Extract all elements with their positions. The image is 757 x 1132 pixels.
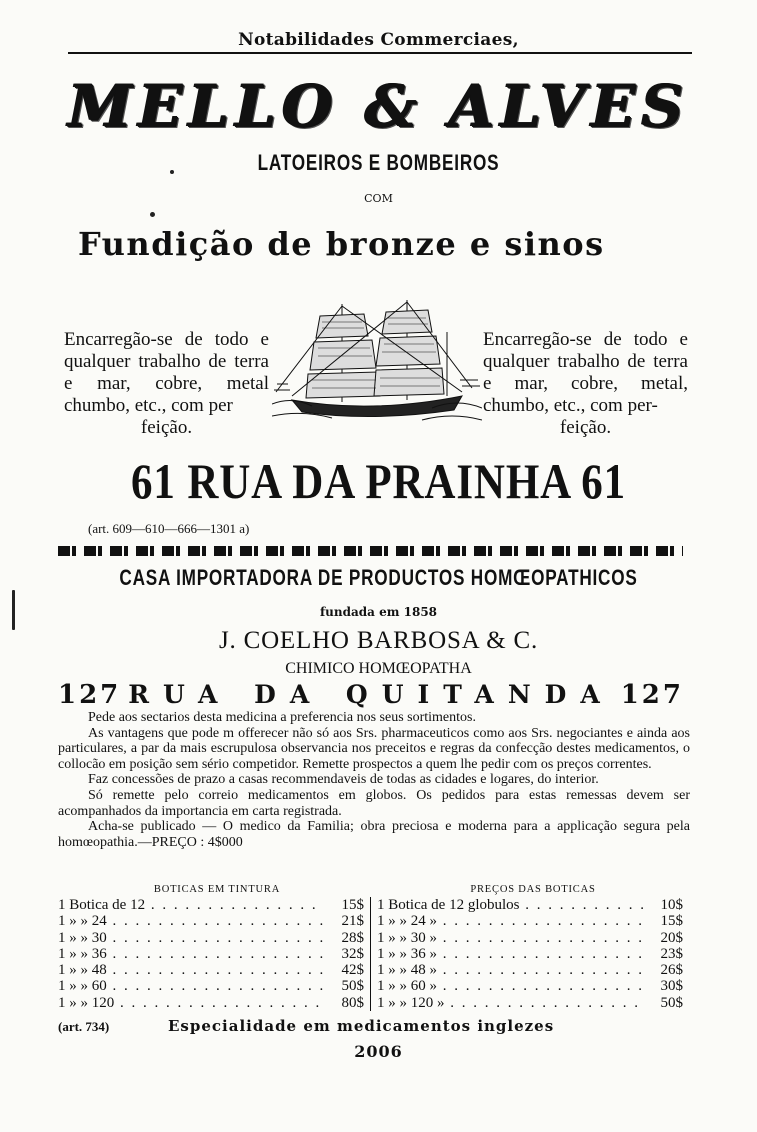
left-text-last: feição.: [140, 417, 193, 438]
item-desc: 1 » » 60 » . . .: [377, 978, 643, 994]
casa-art-reference: (art. 734): [58, 1019, 110, 1034]
address-street: RUA DA QUITANDA: [128, 680, 614, 709]
list-item: [377, 930, 689, 946]
mello-right-text: [483, 329, 688, 439]
list-item: [377, 962, 689, 978]
list-item: [377, 978, 689, 994]
mello-address: 61 RUA DA PRAINHA 61: [130, 453, 627, 509]
ink-speck: [150, 212, 155, 217]
item-desc: 1 » » 24 . . .: [58, 913, 324, 929]
right-text-body: Encarregão-se de todo e qualquer trabalho de terra e mar, cobre, metal, chumbo, etc., com per-: [483, 329, 688, 416]
list-item: [58, 913, 370, 929]
list-item: [58, 962, 370, 978]
item-price: 21$: [341, 913, 364, 930]
item-price: 20$: [660, 929, 683, 946]
especialidade: Especialidade em medicamentos inglezes: [168, 1017, 555, 1035]
item-price: 50$: [341, 978, 364, 995]
list-item: [58, 995, 370, 1011]
item-desc: 1 » » 120 . . .: [58, 995, 324, 1011]
item-desc: 1 » » 60 . . .: [58, 978, 324, 994]
ink-speck: [12, 590, 15, 630]
item-desc: 1 Botica de 12 globulos . . .: [377, 897, 643, 913]
item-price: 28$: [341, 929, 364, 946]
mello-fundicao: Fundição de bronze e sinos: [78, 225, 605, 263]
item-price: 80$: [341, 994, 364, 1011]
mello-com: COM: [364, 192, 393, 205]
item-price: 32$: [341, 945, 364, 962]
item-price: 10$: [660, 897, 683, 913]
list-item: [377, 897, 689, 913]
precos-list: [370, 897, 689, 1011]
casa-chimico: CHIMICO HOMŒOPATHA: [285, 660, 472, 677]
item-desc: 1 » » 36 . . .: [58, 946, 324, 962]
item-desc: 1 » » 48 . . .: [58, 962, 324, 978]
item-desc: 1 » » 48 » . . .: [377, 962, 643, 978]
paragraph: As vantagens que pode m offerecer não só aos Srs. pharmaceuticos como aos Srs. negociantes e ainda aos particulares, a par da mais escrupulosa observancia nos preceitos e regras da confecção destes medicamentos, o collocão em posição sem sério competidor. Remette prospectos a quem lhe pedir com os preços correntes.: [58, 725, 690, 772]
address-number-left: 127: [58, 680, 122, 710]
casa-title: CASA IMPORTADORA DE PRODUCTOS HOMŒOPATHICOS: [119, 565, 638, 590]
casa-body-text: [58, 710, 690, 850]
list-item: [58, 978, 370, 994]
mello-art-reference: (art. 609—610—666—1301 a): [88, 521, 250, 536]
item-desc: 1 » » 120 » . . .: [377, 995, 643, 1011]
item-price: 50$: [660, 994, 683, 1011]
item-price: 42$: [341, 962, 364, 979]
tintura-heading: BOTICAS EM TINTURA: [153, 884, 281, 895]
left-text-body: Encarregão-se de todo e qualquer trabalho de terra e mar, cobre, metal chumbo, etc., com per: [64, 329, 269, 416]
list-item: [58, 946, 370, 962]
item-price: 26$: [660, 962, 683, 979]
paragraph: Só remette pelo correio medicamentos em globos. Os pedidos para estas remessas devem ser acompanhados da importancia em carta registrada.: [58, 787, 690, 819]
tintura-list: [58, 897, 370, 1011]
paragraph: Faz concessões de prazo a casas recommendaveis de todas as cidades e logares, do interior.: [88, 772, 599, 788]
price-lists: [58, 884, 690, 1011]
header-rule: [68, 52, 692, 54]
item-price: 23$: [660, 945, 683, 962]
ink-speck: [170, 170, 174, 174]
mello-trade: LATOEIROS E BOMBEIROS: [257, 150, 500, 175]
mello-left-text: [64, 329, 269, 439]
ornamental-divider: [58, 546, 683, 556]
casa-fundada: fundada em 1858: [319, 605, 438, 619]
page-header-title: Notabilidades Commerciaes,: [238, 30, 519, 50]
ad-number: 2006: [354, 1042, 403, 1061]
list-item: [58, 930, 370, 946]
list-item: [377, 995, 689, 1011]
list-item: [377, 946, 689, 962]
item-desc: 1 » » 24 » . . .: [377, 913, 643, 929]
precos-heading: PREÇOS DAS BOTICAS: [470, 884, 596, 895]
item-desc: 1 » » 30 . . .: [58, 930, 324, 946]
item-desc: 1 » » 30 » . . .: [377, 930, 643, 946]
mello-firm-name: MELLO & ALVES: [67, 72, 690, 140]
item-desc: 1 Botica de 12 . . .: [58, 897, 324, 913]
item-price: 15$: [341, 897, 364, 913]
list-item: [58, 897, 370, 913]
footer-line: [58, 1017, 690, 1035]
item-price: 15$: [660, 913, 683, 930]
item-desc: 1 » » 36 » . . .: [377, 946, 643, 962]
casa-firm-name: J. COELHO BARBOSA & C.: [218, 627, 539, 654]
ship-illustration: [272, 292, 482, 432]
paragraph: Pede aos sectarios desta medicina a preferencia nos seus sortimentos.: [88, 710, 476, 725]
item-price: 30$: [660, 978, 683, 995]
casa-address: [58, 680, 684, 710]
address-number-right: 127: [620, 680, 684, 710]
right-text-last: feição.: [559, 417, 612, 438]
paragraph: Acha-se publicado — O medico da Familia; obra preciosa e moderna para a applicação segura pela homœopathia.—PREÇO : 4$000: [58, 819, 690, 850]
list-item: [377, 913, 689, 929]
